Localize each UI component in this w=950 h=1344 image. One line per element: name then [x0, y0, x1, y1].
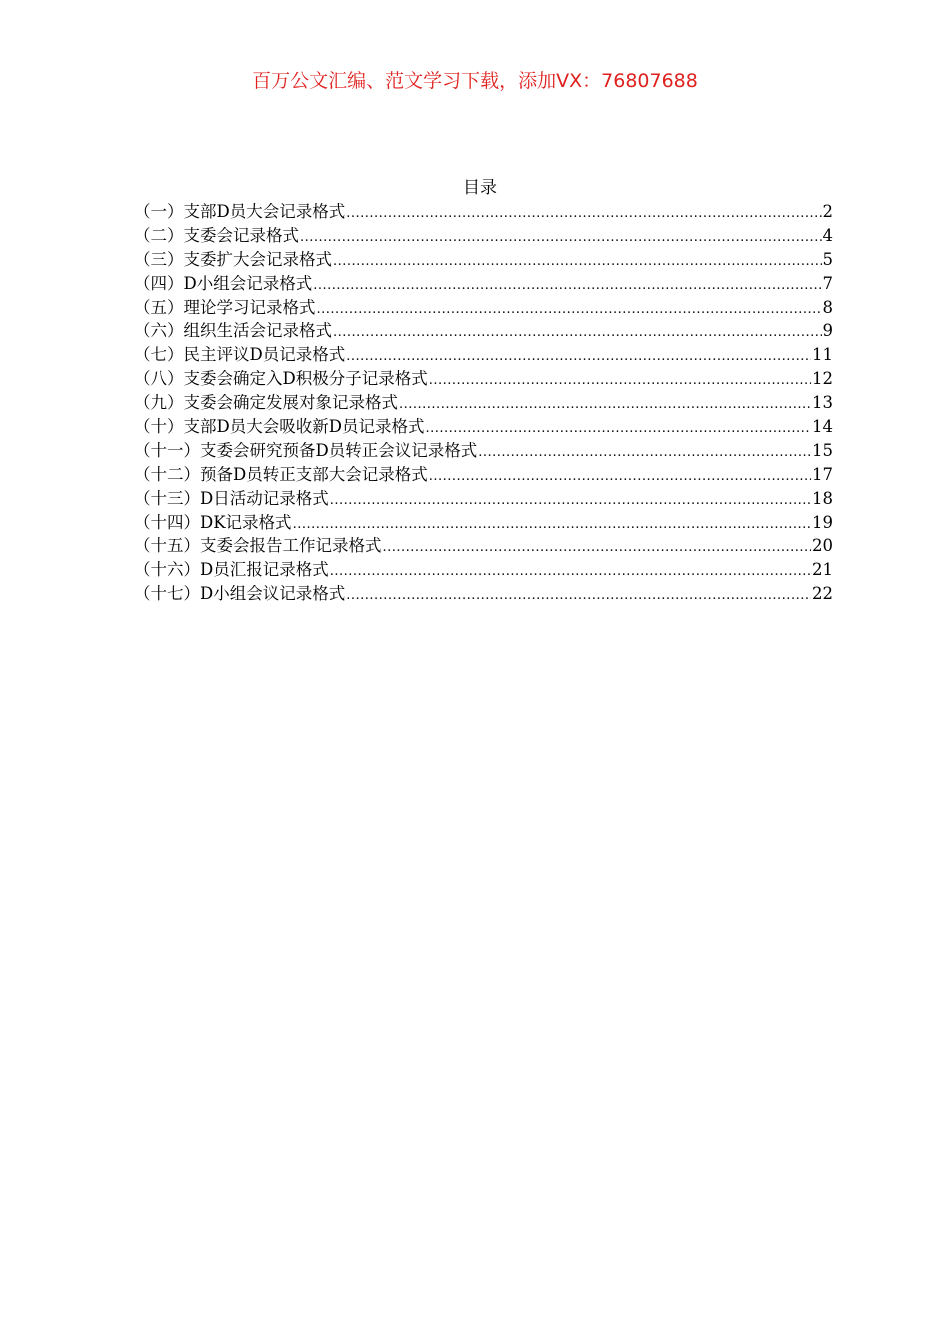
toc-entry[interactable] [134, 391, 833, 415]
toc-leader-dots [399, 393, 811, 417]
toc-leader-dots [425, 417, 811, 441]
toc-leader-dots [330, 489, 811, 513]
toc-entry-page: 11 [812, 345, 833, 365]
toc-entry-page: 2 [822, 202, 833, 221]
toc-leader-dots [333, 321, 822, 345]
toc-entry[interactable] [134, 343, 833, 367]
toc-entry[interactable] [134, 534, 833, 558]
toc-entry-page: 14 [812, 417, 833, 437]
toc-leader-dots [478, 441, 811, 465]
toc-entry[interactable] [134, 487, 833, 511]
toc-leader-dots [346, 584, 811, 608]
toc-entry[interactable] [134, 272, 833, 296]
toc-entry[interactable] [134, 463, 833, 487]
toc-entry-label: （七）民主评议D员记录格式 [134, 345, 346, 365]
toc-entry[interactable] [134, 224, 833, 248]
toc-entry-label: （四）D小组会记录格式 [134, 273, 313, 293]
toc-entry-page: 22 [812, 584, 833, 604]
toc-entry-label: （五）理论学习记录格式 [134, 297, 316, 317]
toc-leader-dots [330, 560, 811, 584]
toc-entry-page: 8 [822, 297, 833, 317]
toc-entry-page: 7 [822, 273, 833, 293]
toc-leader-dots [317, 298, 822, 322]
toc-leader-dots [313, 274, 821, 298]
toc-leader-dots [333, 250, 822, 274]
toc-leader-dots [293, 513, 811, 537]
toc-entry-label: （一）支部D员大会记录格式 [134, 202, 346, 221]
toc-entry-label: （十二）预备D员转正支部大会记录格式 [134, 464, 428, 484]
toc-entry[interactable] [134, 415, 833, 439]
toc-leader-dots [429, 369, 811, 393]
toc-entry[interactable] [134, 248, 833, 272]
toc-entry-page: 12 [812, 369, 833, 389]
toc-entry-label: （三）支委扩大会记录格式 [134, 249, 332, 269]
toc-entry-page: 5 [822, 249, 833, 269]
toc-entry-page: 21 [812, 560, 833, 580]
toc-entry-label: （十六）D员汇报记录格式 [134, 560, 329, 580]
toc-entry-label: （十三）D日活动记录格式 [134, 488, 329, 508]
toc-entry-page: 20 [812, 536, 833, 556]
toc-leader-dots [429, 465, 811, 489]
toc-entry[interactable] [134, 367, 833, 391]
toc-entry[interactable] [134, 439, 833, 463]
toc-entry-label: （十一）支委会研究预备D员转正会议记录格式 [134, 440, 478, 460]
toc-entry-page: 19 [812, 512, 833, 532]
toc-leader-dots [346, 345, 811, 369]
toc-entry[interactable] [134, 319, 833, 343]
header-note: 百万公文汇编、范文学习下载，添加VX：76807688 [252, 70, 698, 92]
toc-leader-dots [300, 226, 822, 250]
toc-entry-page: 17 [812, 464, 833, 484]
toc-entry[interactable] [134, 511, 833, 535]
toc-entry-page: 18 [812, 488, 833, 508]
toc-entry-label: （二）支委会记录格式 [134, 225, 299, 245]
toc-leader-dots [346, 202, 821, 226]
toc-entry-label: （八）支委会确定入D积极分子记录格式 [134, 369, 428, 389]
toc-entry-page: 15 [812, 440, 833, 460]
toc-entry[interactable] [134, 582, 833, 606]
toc-entry-label: （十七）D小组会议记录格式 [134, 584, 346, 604]
toc-entry-label: （十五）支委会报告工作记录格式 [134, 536, 382, 556]
toc-title: 目录 [463, 178, 497, 198]
toc-entry-page: 13 [812, 393, 833, 413]
toc-entry-label: （九）支委会确定发展对象记录格式 [134, 393, 398, 413]
toc-entry-label: （十四）DK记录格式 [134, 512, 292, 532]
toc-entry[interactable] [134, 296, 833, 320]
toc-entry[interactable] [134, 200, 833, 224]
toc-entry[interactable] [134, 558, 833, 582]
table-of-contents [134, 200, 833, 606]
toc-entry-label: （十）支部D员大会吸收新D员记录格式 [134, 417, 425, 437]
toc-entry-page: 9 [822, 321, 833, 341]
toc-entry-page: 4 [822, 225, 833, 245]
toc-leader-dots [383, 536, 812, 560]
toc-entry-label: （六）组织生活会记录格式 [134, 321, 332, 341]
